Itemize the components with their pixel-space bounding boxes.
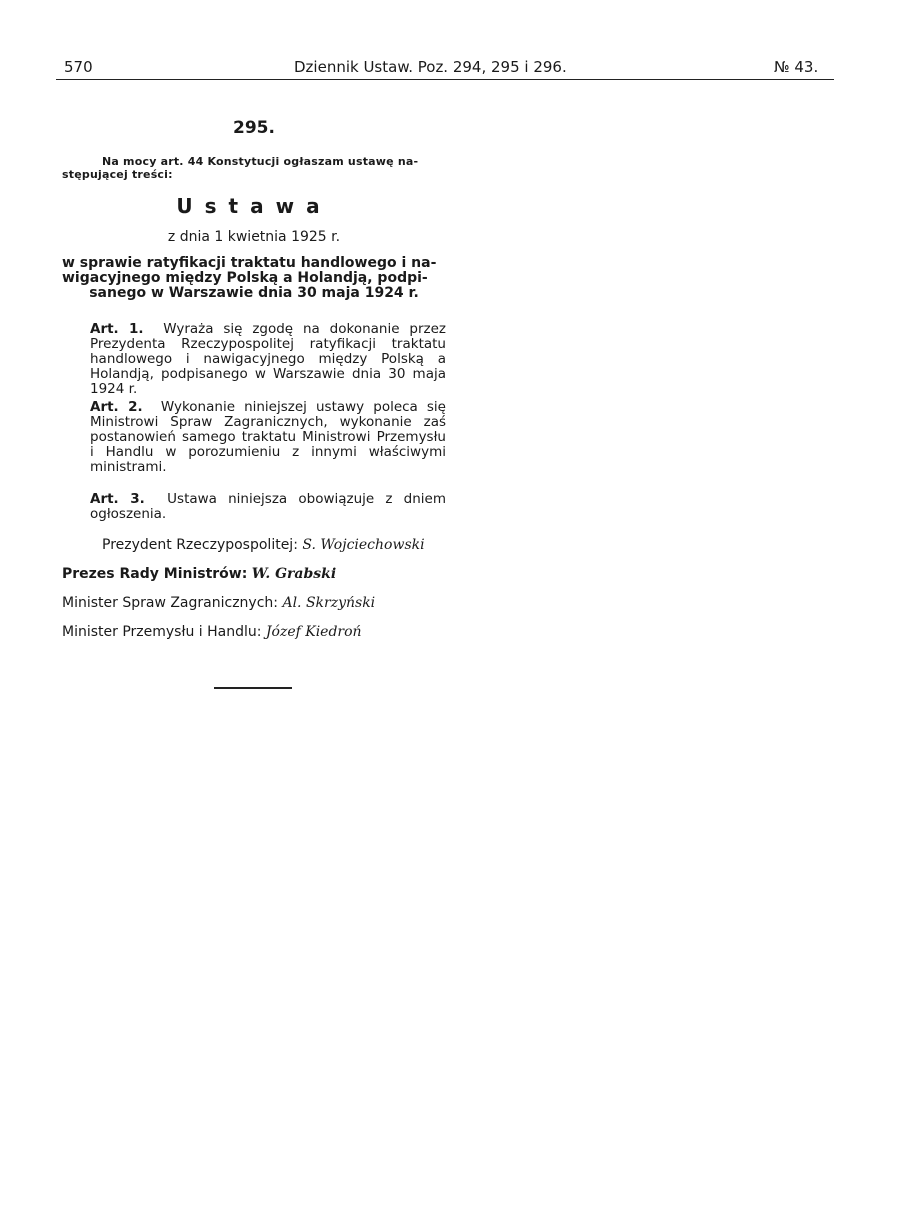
- subject-line-3: sanego w Warszawie dnia 30 maja 1924 r.: [89, 285, 419, 301]
- act-subject: [62, 256, 446, 301]
- intro-line-2: stępującej treści:: [62, 168, 173, 181]
- article-2: [62, 400, 446, 475]
- header-rule: [56, 79, 834, 80]
- signature-foreign-minister: [62, 595, 375, 611]
- position-number: 295.: [233, 118, 275, 138]
- article-3-label: Art. 3.: [90, 491, 145, 507]
- act-title: Ustawa: [176, 194, 332, 218]
- article-1: [62, 322, 446, 397]
- article-2-label: Art. 2.: [90, 399, 143, 415]
- signature-name: S. Wojciechowski: [302, 537, 425, 553]
- signature-role: Minister Spraw Zagranicznych:: [62, 595, 278, 611]
- promulgation-intro: [62, 155, 446, 181]
- intro-line-1: Na mocy art. 44 Konstytucji ogłaszam ustawę na-: [102, 155, 419, 168]
- signature-role: Prezes Rady Ministrów:: [62, 566, 248, 582]
- section-separator: [214, 687, 292, 689]
- signature-name: Al. Skrzyński: [282, 595, 376, 611]
- signature-president: [102, 537, 425, 553]
- journal-title: Dziennik Ustaw. Poz. 294, 295 i 296.: [294, 58, 567, 76]
- issue-number: № 43.: [774, 58, 819, 76]
- page-number: 570: [64, 58, 93, 76]
- article-3-text: Ustawa niniejsza obowiązuje z dniem ogłoszenia.: [90, 491, 446, 522]
- signature-prime-minister: [62, 566, 336, 582]
- article-1-label: Art. 1.: [90, 321, 144, 337]
- signature-role: Prezydent Rzeczypospolitej:: [102, 537, 298, 553]
- signature-role: Minister Przemysłu i Handlu:: [62, 624, 262, 640]
- article-3: [62, 492, 446, 522]
- signature-industry-minister: [62, 624, 362, 640]
- article-2-text: Wykonanie niniejszej ustawy poleca się Ministrowi Spraw Zagranicznych, wykonanie zaś postanowień samego traktatu Ministrowi Przemysłu i Handlu w porozumieniu z innymi właściwymi ministrami.: [90, 399, 446, 475]
- subject-line-2: wigacyjnego między Polską a Holandją, podpi-: [62, 270, 428, 286]
- article-1-text: Wyraża się zgodę na dokonanie przez Prezydenta Rzeczypospolitej ratyfikacji traktatu handlowego i nawigacyjnego między Polską a Holandją, podpisanego w Warszawie dnia 30 maja 1924 r.: [90, 321, 446, 397]
- act-date: z dnia 1 kwietnia 1925 r.: [167, 229, 341, 245]
- signature-name: W. Grabski: [251, 566, 337, 582]
- signature-name: Józef Kiedroń: [265, 624, 362, 640]
- subject-line-1: w sprawie ratyfikacji traktatu handlowego i na-: [62, 255, 437, 271]
